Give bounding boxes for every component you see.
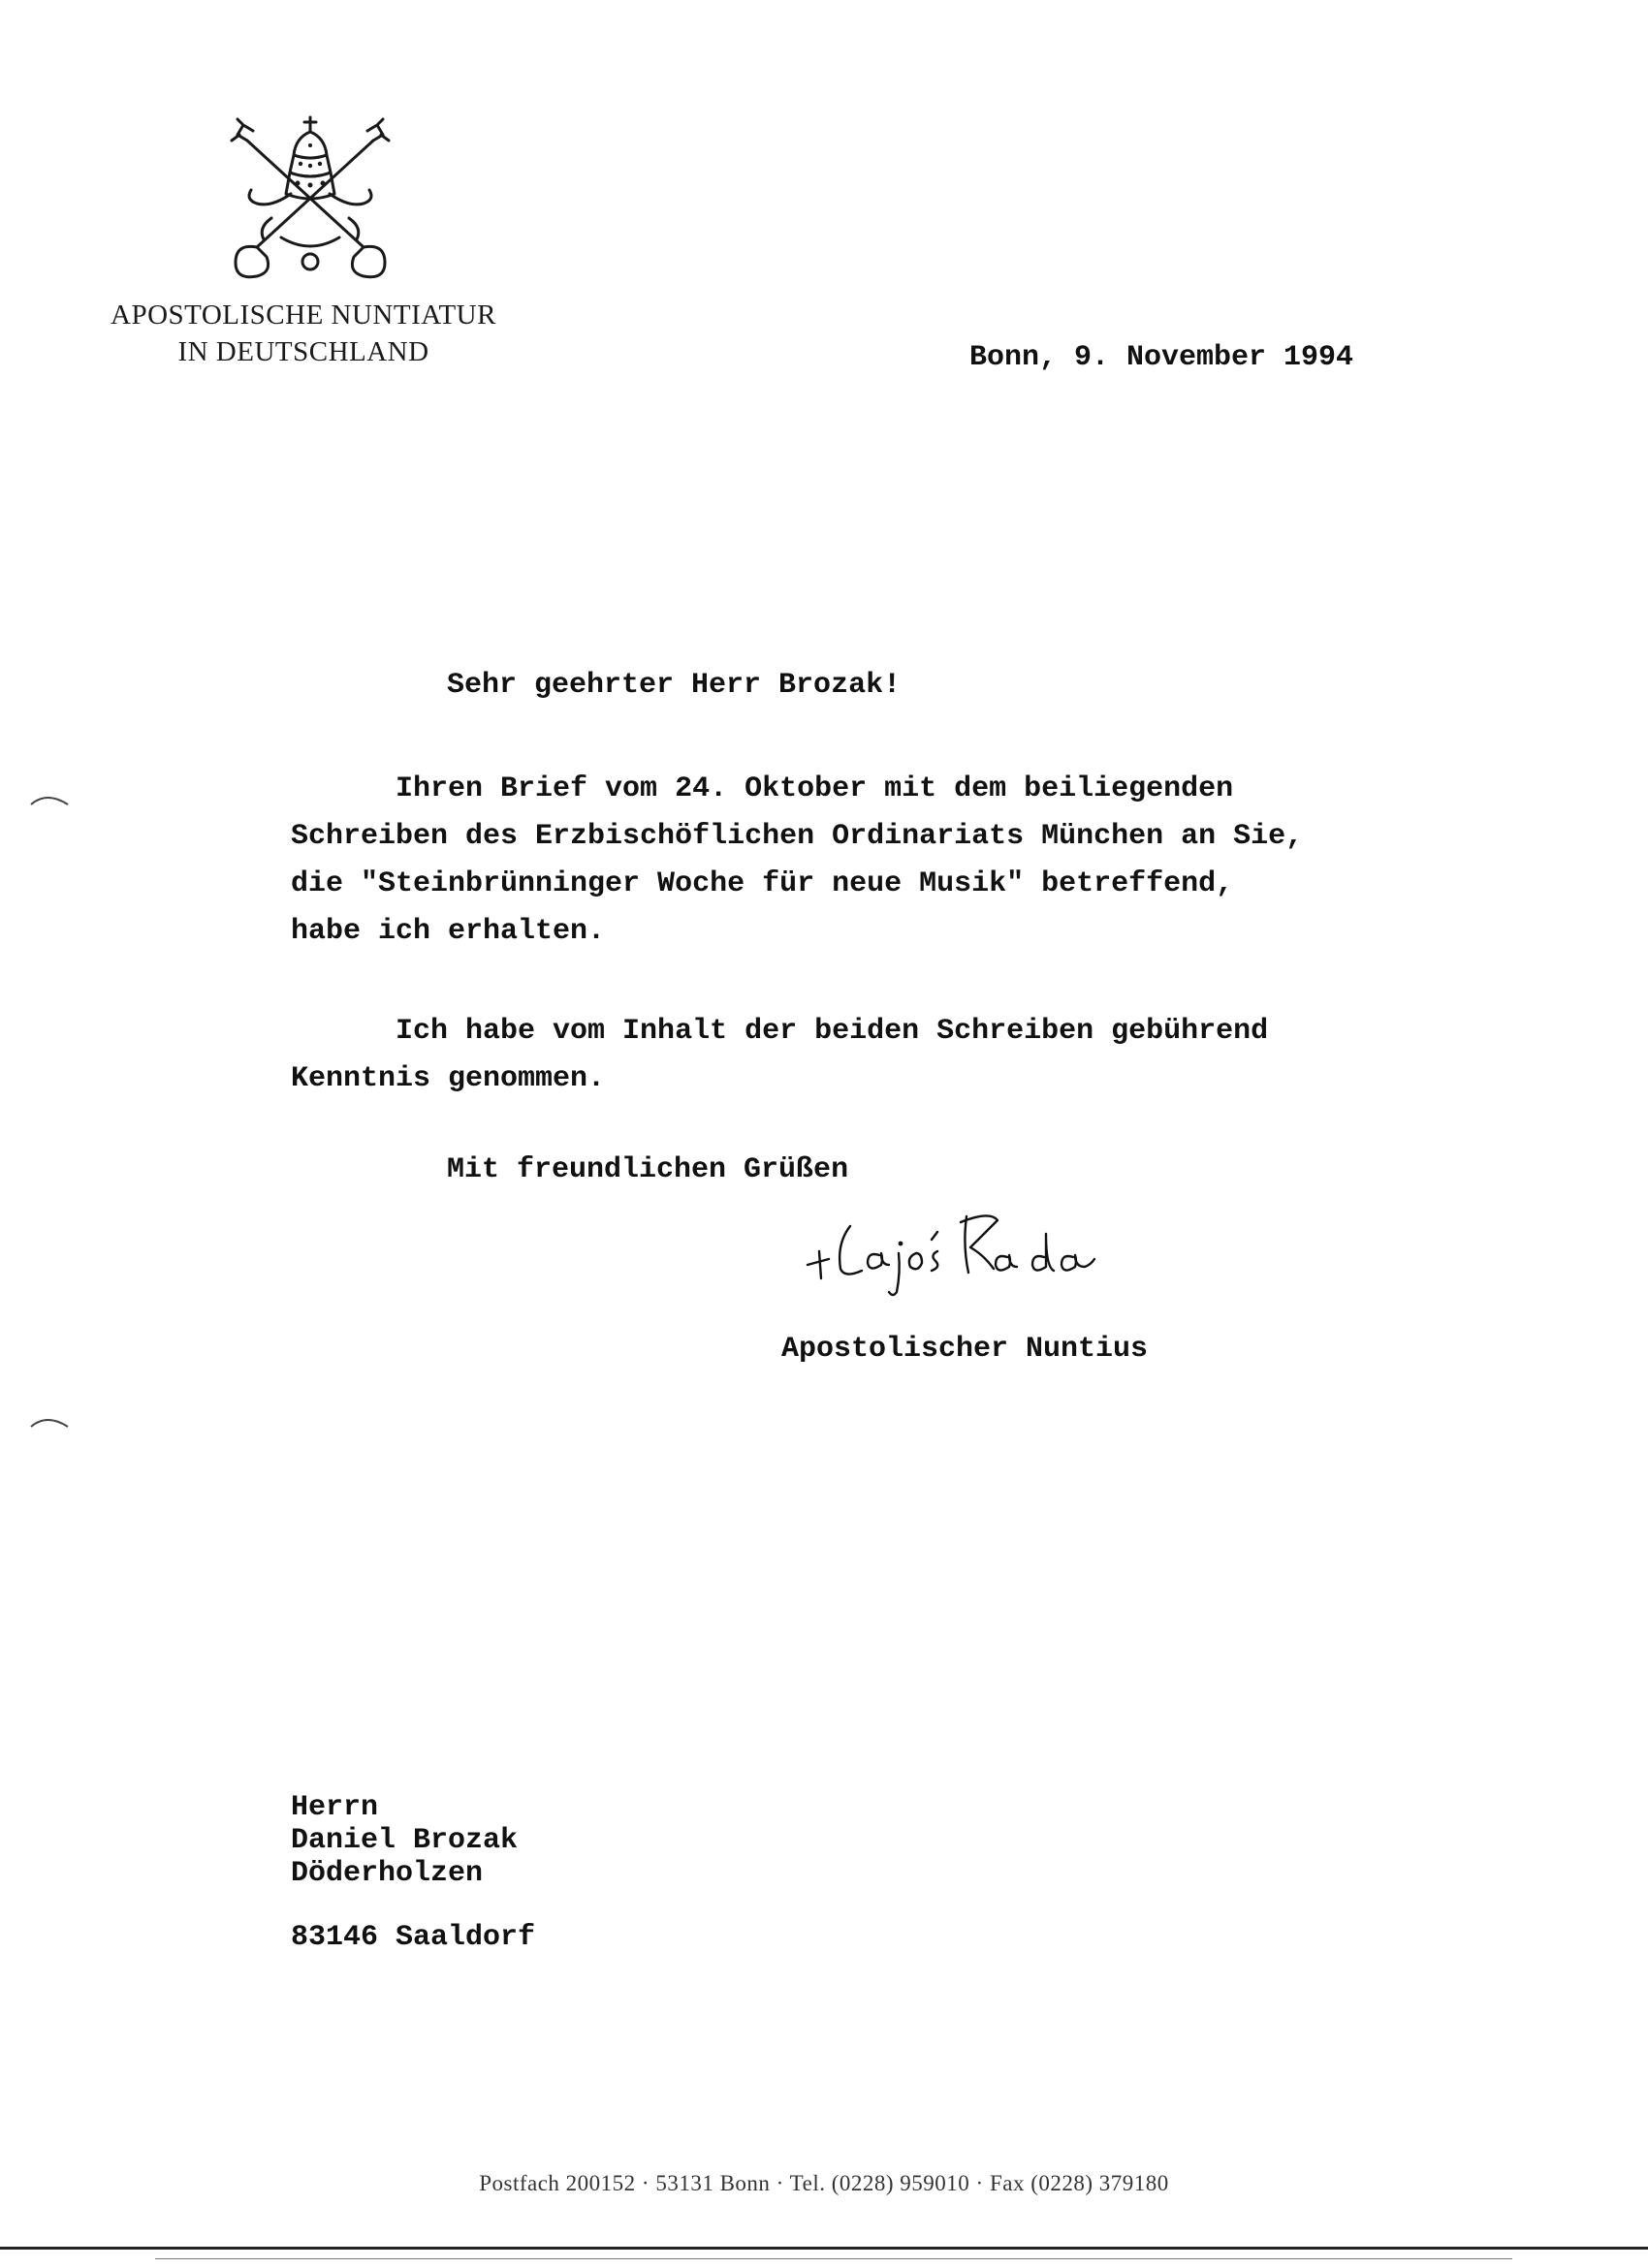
handwritten-signature: [790, 1197, 1158, 1304]
bottom-divider: [155, 2258, 1512, 2259]
recipient-address-line: Herrn: [291, 1791, 379, 1824]
closing: Mit freundlichen Grüßen: [447, 1153, 849, 1186]
signatory-title: Apostolischer Nuntius: [781, 1333, 1149, 1366]
footer-contact: Postfach 200152 · 53131 Bonn · Tel. (0228) 959010 · Fax (0228) 379180: [479, 2171, 1169, 2195]
body-paragraph-2-line: Ich habe vom Inhalt der beiden Schreiben gebührend: [291, 1015, 1269, 1048]
recipient-city: 83146 Saaldorf: [291, 1921, 536, 1954]
body-paragraph-2-line: Kenntnis genommen.: [291, 1062, 606, 1095]
recipient-address-line: Döderholzen: [291, 1857, 484, 1890]
letter-date: Bonn, 9. November 1994: [969, 341, 1354, 374]
letterhead-org-line-1: APOSTOLISCHE NUNTIATUR: [111, 299, 496, 331]
body-paragraph-1-line: die "Steinbrünninger Woche für neue Musik" betreffend,: [291, 867, 1234, 900]
salutation: Sehr geehrter Herr Brozak!: [447, 669, 902, 702]
letterhead-sender: [85, 297, 522, 370]
papal-keys-tiara-crest-icon: [218, 102, 402, 286]
recipient-address-line: Daniel Brozak: [291, 1824, 519, 1857]
hole-punch-mark-icon: [29, 793, 70, 806]
bottom-divider: [0, 2247, 1648, 2250]
body-paragraph-1-line: Schreiben des Erzbischöflichen Ordinariats München an Sie,: [291, 820, 1304, 853]
hole-punch-mark-icon: [29, 1415, 70, 1429]
letterhead-org-line-2: IN DEUTSCHLAND: [177, 336, 429, 367]
body-paragraph-2: [291, 1008, 1268, 1103]
body-paragraph-1-line: Ihren Brief vom 24. Oktober mit dem beiliegenden: [291, 772, 1234, 805]
recipient-address: [291, 1791, 518, 1890]
body-paragraph-1-line: habe ich erhalten.: [291, 915, 606, 948]
body-paragraph-1: [291, 766, 1303, 956]
